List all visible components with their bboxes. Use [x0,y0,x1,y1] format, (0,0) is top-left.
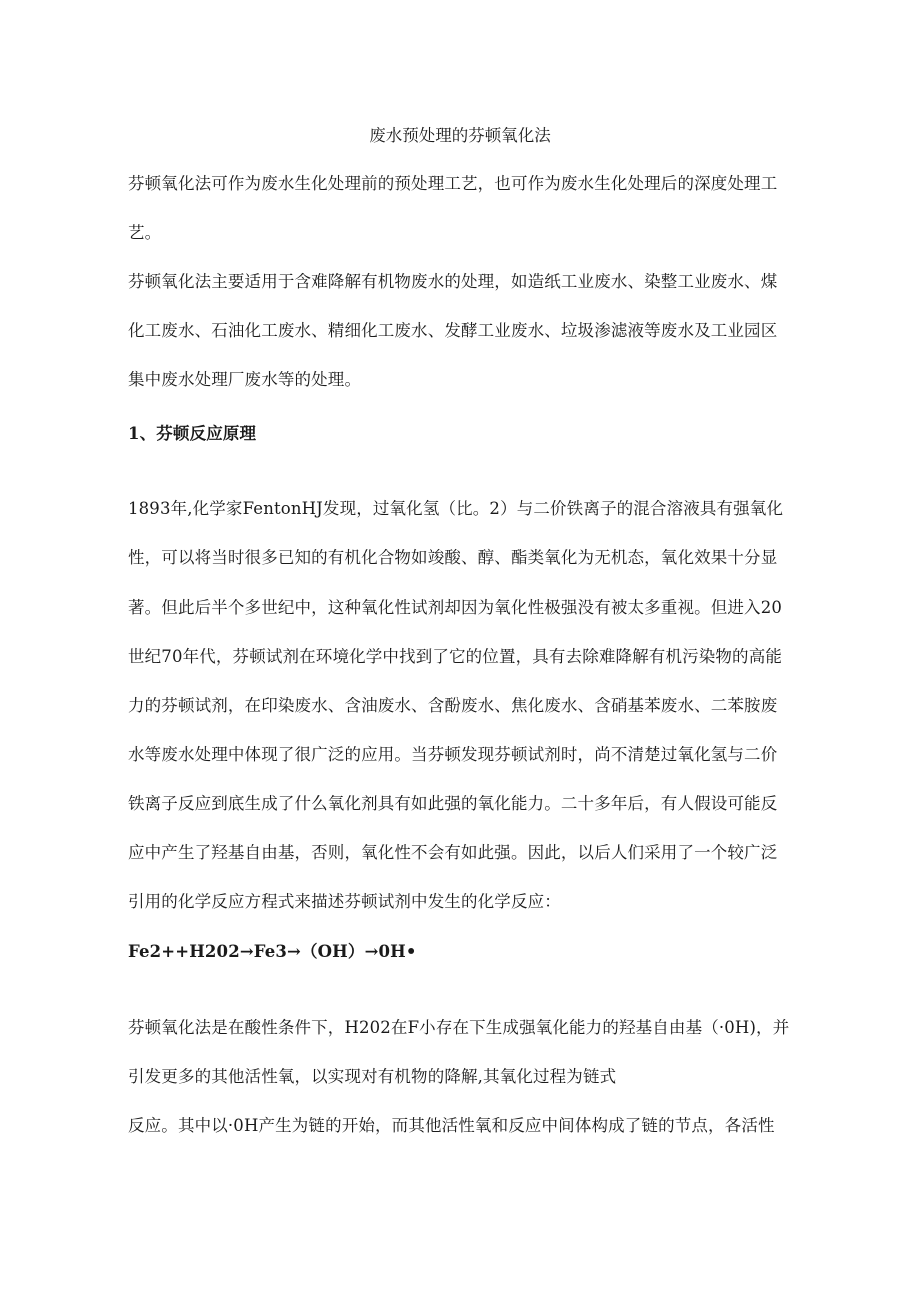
paragraph-line: 著。但此后半个多世纪中，这种氧化性试剂却因为氧化性极强没有被太多重视。但进入20 [128,598,782,617]
paragraph-line: 力的芬顿试剂，在印染废水、含油废水、含酚废水、焦化废水、含硝基苯废水、二苯胺废 [128,696,778,715]
chemical-equation: Fe2++H202→Fe3→（OH）→0H• [128,942,417,961]
paragraph-line: 集中废水处理厂废水等的处理。 [128,370,362,389]
paragraph-line: 1893年,化学家FentonHJ发现，过氧化氢（比。2）与二价铁离子的混合溶液具有强氧化 [128,499,784,518]
paragraph-line: 应中产生了羟基自由基，否则，氧化性不会有如此强。因此，以后人们采用了一个较广泛 [128,843,778,862]
paragraph-line: 芬顿氧化法是在酸性条件下，H202在F小存在下生成强氧化能力的羟基自由基（·0H)，并 [128,1018,790,1037]
section-heading: 1、芬顿反应原理 [128,424,257,443]
paragraph-line: 世纪70年代，芬顿试剂在环境化学中找到了它的位置，具有去除难降解有机污染物的高能 [128,647,782,666]
document-title: 废水预处理的芬顿氧化法 [369,126,551,145]
paragraph-line: 铁离子反应到底生成了什么氧化剂具有如此强的氧化能力。二十多年后，有人假设可能反 [128,794,778,813]
paragraph-line: 性，可以将当时很多已知的有机化合物如竣酸、醇、酯类氧化为无机态，氧化效果十分显 [128,548,778,567]
paragraph-line: 芬顿氧化法可作为废水生化处理前的预处理工艺，也可作为废水生化处理后的深度处理工 [128,174,778,193]
paragraph-line: 引发更多的其他活性氧，以实现对有机物的降解,其氧化过程为链式 [128,1067,617,1086]
paragraph-line: 艺。 [128,223,162,242]
paragraph-line: 水等废水处理中体现了很广泛的应用。当芬顿发现芬顿试剂时，尚不清楚过氧化氢与二价 [128,745,778,764]
paragraph-line: 芬顿氧化法主要适用于含难降解有机物废水的处理，如造纸工业废水、染整工业废水、煤 [128,272,778,291]
paragraph-line: 反应。其中以·0H产生为链的开始，而其他活性氧和反应中间体构成了链的节点，各活性 [128,1116,775,1135]
paragraph-line: 化工废水、石油化工废水、精细化工废水、发酵工业废水、垃圾渗滤液等废水及工业园区 [128,321,778,340]
paragraph-line: 引用的化学反应方程式来描述芬顿试剂中发生的化学反应： [128,892,561,911]
